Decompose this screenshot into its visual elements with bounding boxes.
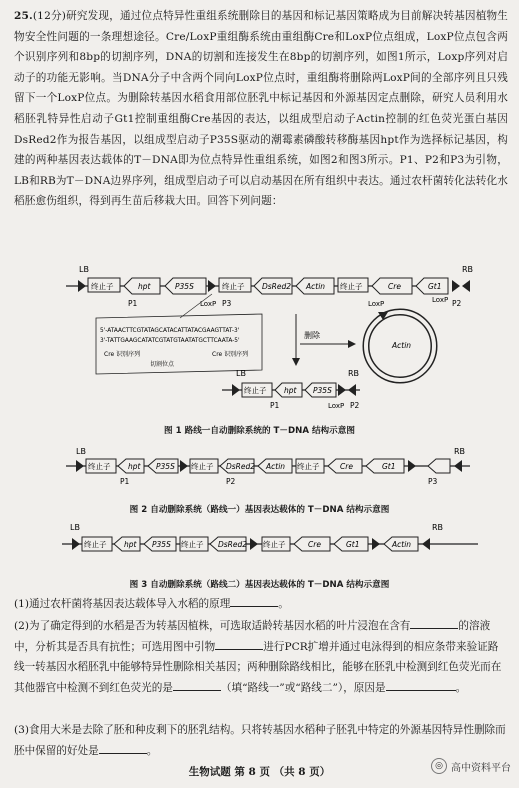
fig1-cre-site-right: Cre 识别序列 [212,351,249,358]
fig1-cut-site: 切割位点 [150,361,175,368]
fig1-result-p1: P1 [270,401,280,410]
question-score: (12分) [32,10,67,22]
fig3-hpt: hpt [124,540,137,549]
fig1-p1: P1 [128,299,138,308]
q2-text-c: 进行PCR扩增并通过电泳得到的相应条带来验证路线一转基因水稻胚乳中能够特异性删除相关基因；两种删除路线相比，能够在胚乳中检测到红色荧光而在其他器官中检测不到红色荧光的是 [14,640,502,694]
fig2-actin: Actin [266,462,286,471]
fig1-circle-loxp-label: LoxP [368,300,385,308]
fig3-terminator-2: 终止子 [181,540,204,549]
fig1-result-loxp: LoxP [328,402,345,410]
fig3-p35s: P35S [152,540,171,549]
fig1-seq-bottom: 3'-TATTGAAGCATATCGTATGTAATATGCTTCAATA-5' [100,338,240,344]
fig3-terminator-3: 终止子 [263,540,286,549]
q2-answer-blank-3[interactable] [173,679,221,691]
fig1-hpt: hpt [138,282,151,291]
fig1-p35s: P35S [175,282,194,291]
fig1-terminator-3: 终止子 [340,282,363,291]
q2-answer-blank-4[interactable] [386,679,456,691]
figure3-diagram [0,518,519,578]
fig1-p2: P2 [452,299,462,308]
fig1-loxp-label-1: LoxP [200,300,217,308]
fig1-p3: P3 [222,299,232,308]
question-stem-text: 研究发现，通过位点特异性重组系统删除目的基因和标记基因策略成为目前解决转基因植物生物安全性问题的一条理想途径。Cre/LoxP重组酶系统由重组酶Cre和LoxP位点组成，LoxP位点包含两个识别序列和8bp的切割序列，DNA的切割和连接发生在8bp的切割序列，如图1所示，Loxp序列对启动子的功能无影响。当DNA分子中含两个同向LoxP位点时，重组酶将删除两LoxP间的全部序列且只残留下一个LoxP位点。为删除转基因水稻食用部位胚乳中标记基因和外源基因定点删除，研究人员利用水稻胚乳特异性启动子Gt1控制重组酶Cre基因的表达，以组成型启动子Actin控制的红色荧光蛋白基因DsRed2作为报告基因，以组成型启动子P35S驱动的潮霉素磷酸转移酶基因hpt作为选择标记基因，构建的两种基因表达载体的T－DNA即为位点特异性重组系统，如图2和图3所示。P1、P2和P3为引物，LB和RB为T－DNA边界序列，组成型启动子可以启动基因在所有组织中表达。通过农杆菌转化法转化水稻胚愈伤组织，得到再生苗后移栽大田。回答下列问题： [14,10,509,208]
page-footer: 生物试题 第 8 页 （共 8 页） [188,766,331,778]
fig2-terminator-1: 终止子 [88,462,111,471]
figure3-caption: 图 3 自动删除系统（路线二）基因表达载体的 T－DNA 结构示意图 [129,580,390,590]
fig2-cre: Cre [340,462,353,471]
fig1-loxp-label-2: LoxP [432,296,449,304]
fig1-result-rb: RB [348,369,360,378]
figure2-diagram [0,442,519,502]
fig1-cre: Cre [388,282,401,291]
fig2-p2: P2 [226,477,236,486]
q2-end: 。 [455,681,467,694]
fig3-terminator-1: 终止子 [84,540,107,549]
q3-answer-blank[interactable] [99,742,147,754]
fig2-dsred2: DsRed2 [226,462,256,471]
q1-text: (1)通过农杆菌将基因表达载体导入水稻的原理 [14,598,231,610]
fig2-lb-label: LB [76,447,86,456]
fig1-terminator-1: 终止子 [91,282,114,291]
fig3-cre: Cre [308,540,321,549]
fig2-p1: P1 [120,477,130,486]
fig1-gt1: Gt1 [428,282,442,291]
fig1-circle-actin: Actin [392,341,412,350]
fig1-delete-label: 删除 [304,331,320,340]
q3-text: (3)食用大米是去除了胚和种皮剩下的胚乳结构。只将转基因水稻种子胚乳中特定的外源基因特异性删除而胚中保留的好处是 [14,724,506,757]
fig1-result-lb: LB [236,369,246,378]
question-number: 25. [14,10,33,22]
fig2-p3: P3 [428,477,438,486]
watermark [431,758,511,774]
fig1-loxp-1 [208,280,216,292]
fig1-result-p35s: P35S [313,386,332,395]
fig1-dsred2: DsRed2 [262,282,292,291]
fig1-seq-top: 5'-ATAACTTCGTATAGCATACATTATACGAAGTTAT-3' [100,328,240,334]
figure2-caption: 图 2 自动删除系统（路线一）基因表达载体的 T－DNA 结构示意图 [129,505,390,515]
fig1-actin: Actin [306,282,326,291]
q3-end: 。 [146,744,158,757]
fig2-gt1: Gt1 [382,462,396,471]
fig2-hpt: hpt [128,462,141,471]
wechat-icon: ◎ [431,758,447,774]
fig2-rb-label: RB [454,447,466,456]
fig1-terminator-2: 终止子 [222,282,245,291]
sub-question-3 [14,720,508,761]
question-stem [14,6,508,212]
fig3-dsred2: DsRed2 [218,540,248,549]
fig3-rb-label: RB [432,523,444,532]
figure1-caption: 图 1 路线一自动删除系统的 T－DNA 结构示意图 [164,426,355,436]
q2-answer-blank-1[interactable] [410,617,458,629]
fig1-result-hpt: hpt [284,386,297,395]
q2-text-b: 的溶液中，分析其是否具有抗性；可选用图中引物 [14,620,491,653]
q1-answer-blank[interactable] [230,595,278,607]
fig1-lb-border [78,280,86,292]
watermark-text: 高中资料平台 [451,762,511,774]
sub-question-1 [14,594,508,615]
fig1-cre-site-left: Cre 识别序列 [104,351,141,358]
q2-text-a: (2)为了确定得到的水稻是否为转基因植株，可选取适龄转基因水稻的叶片浸泡在含有 [14,620,411,632]
fig2-p35s: P35S [156,462,175,471]
fig3-gt1: Gt1 [346,540,360,549]
fig1-lb-label: LB [79,265,89,274]
q2-answer-blank-2[interactable] [215,638,263,650]
fig1-rb-label: RB [462,265,474,274]
fig1-loxp-2 [452,280,460,292]
fig2-terminator-3: 终止子 [297,462,320,471]
q1-end: 。 [278,598,289,610]
fig2-terminator-2: 终止子 [191,462,214,471]
q2-text-d: （填“路线一”或“路线二”），原因是 [220,681,386,694]
fig1-result-p2: P2 [350,401,360,410]
sub-question-2 [14,616,508,698]
fig1-result-terminator: 终止子 [244,386,267,395]
fig1-rb-border [462,280,470,292]
fig3-lb-label: LB [70,523,80,532]
fig3-actin: Actin [392,540,412,549]
